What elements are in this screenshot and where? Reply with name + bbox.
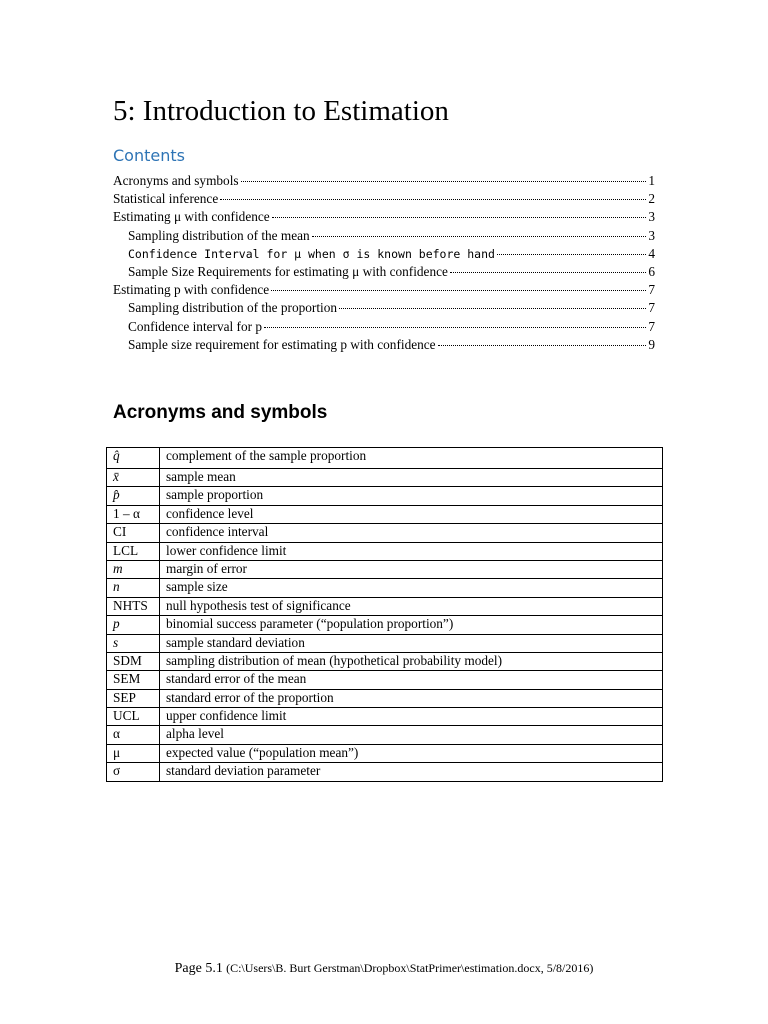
toc-entry-text: Sample size requirement for estimating p with confidence: [128, 336, 436, 352]
toc-entry-page: 7: [648, 318, 655, 334]
toc-leader: [264, 315, 646, 328]
table-row: [107, 597, 663, 615]
symbol-cell: CI: [107, 524, 160, 542]
table-row: [107, 469, 663, 487]
toc-leader: [438, 333, 647, 346]
meaning-cell: binomial success parameter (“population proportion”): [160, 616, 663, 634]
toc-entry-page: 2: [648, 191, 655, 207]
symbol-cell: p: [107, 616, 160, 634]
table-row: [107, 763, 663, 781]
table-row: [107, 652, 663, 670]
table-row: [107, 505, 663, 523]
symbol-cell: n: [107, 579, 160, 597]
meaning-cell: standard error of the mean: [160, 671, 663, 689]
toc-leader: [241, 169, 647, 182]
meaning-cell: confidence interval: [160, 524, 663, 542]
meaning-cell: null hypothesis test of significance: [160, 597, 663, 615]
meaning-cell: lower confidence limit: [160, 542, 663, 560]
symbol-cell: σ: [107, 763, 160, 781]
symbol-cell: m: [107, 560, 160, 578]
meaning-cell: expected value (“population mean”): [160, 744, 663, 762]
symbol-cell: 1 – α: [107, 505, 160, 523]
toc-leader: [271, 278, 646, 291]
meaning-cell: sample mean: [160, 469, 663, 487]
symbol-cell: LCL: [107, 542, 160, 560]
table-row: [107, 634, 663, 652]
symbol-cell: s: [107, 634, 160, 652]
table-row: [107, 579, 663, 597]
table-row: [107, 616, 663, 634]
meaning-cell: sample size: [160, 579, 663, 597]
toc-entry-page: 1: [648, 173, 655, 188]
toc-entry-text: Acronyms and symbols: [113, 173, 239, 188]
symbol-cell: SEM: [107, 671, 160, 689]
toc-entry-text: Sampling distribution of the mean: [128, 227, 310, 243]
meaning-cell: alpha level: [160, 726, 663, 744]
toc-entry-text: Confidence Interval for μ when σ is known before hand: [128, 246, 495, 261]
toc-entry-page: 7: [648, 282, 655, 298]
toc-entry-text: Confidence interval for p: [128, 318, 263, 334]
table-of-contents: [113, 172, 655, 354]
toc-entry-page: 9: [648, 336, 655, 352]
table-row: [107, 524, 663, 542]
table-row: [107, 560, 663, 578]
symbol-cell: UCL: [107, 708, 160, 726]
table-row: [107, 487, 663, 505]
meaning-cell: standard deviation parameter: [160, 763, 663, 781]
footer-file-info: (C:\Users\B. Burt Gerstman\Dropbox\StatPrimer\estimation.docx, 5/8/2016): [226, 961, 594, 975]
page-footer: [0, 959, 768, 978]
acronyms-table: [106, 447, 663, 782]
section-heading-acronyms: Acronyms and symbols: [113, 402, 328, 423]
toc-entry-page: 4: [648, 245, 655, 261]
meaning-cell: confidence level: [160, 505, 663, 523]
meaning-cell: margin of error: [160, 560, 663, 578]
meaning-cell: sample proportion: [160, 487, 663, 505]
table-row: [107, 448, 663, 469]
toc-entry-text: Estimating μ with confidence: [113, 209, 270, 225]
table-row: [107, 689, 663, 707]
meaning-cell: standard error of the proportion: [160, 689, 663, 707]
toc-entry-page: 3: [648, 209, 655, 225]
toc-leader: [312, 224, 647, 237]
toc-leader: [339, 296, 646, 309]
footer-page-label: Page 5.1: [174, 961, 223, 976]
toc-leader: [220, 187, 646, 200]
table-row: [107, 542, 663, 560]
symbol-cell: α: [107, 726, 160, 744]
toc-entry-page: 7: [648, 300, 655, 316]
toc-leader: [497, 242, 646, 255]
meaning-cell: sampling distribution of mean (hypothetical probability model): [160, 652, 663, 670]
page-title: 5: Introduction to Estimation: [113, 95, 449, 127]
symbol-cell: p̂: [107, 487, 160, 505]
meaning-cell: upper confidence limit: [160, 708, 663, 726]
table-row: [107, 726, 663, 744]
toc-leader: [450, 260, 646, 273]
table-row: [107, 744, 663, 762]
meaning-cell: complement of the sample proportion: [160, 448, 663, 469]
symbol-cell: μ: [107, 744, 160, 762]
symbol-cell: q̂: [107, 448, 160, 469]
symbol-cell: NHTS: [107, 597, 160, 615]
table-row: [107, 708, 663, 726]
symbol-cell: SDM: [107, 652, 160, 670]
toc-entry-sample-size-p[interactable]: [113, 336, 655, 354]
toc-entry-text: Sampling distribution of the proportion: [128, 300, 338, 316]
toc-entry-page: 6: [648, 263, 655, 279]
toc-entry-text: Statistical inference: [113, 191, 219, 207]
meaning-cell: sample standard deviation: [160, 634, 663, 652]
table-row: [107, 671, 663, 689]
toc-entry-text: Sample Size Requirements for estimating μ with confidence: [128, 263, 448, 279]
symbol-cell: x̄: [107, 469, 160, 487]
contents-heading: Contents: [113, 146, 185, 165]
symbol-cell: SEP: [107, 689, 160, 707]
toc-leader: [272, 205, 647, 218]
toc-entry-text: Estimating p with confidence: [113, 282, 270, 298]
toc-entry-page: 3: [648, 227, 655, 243]
